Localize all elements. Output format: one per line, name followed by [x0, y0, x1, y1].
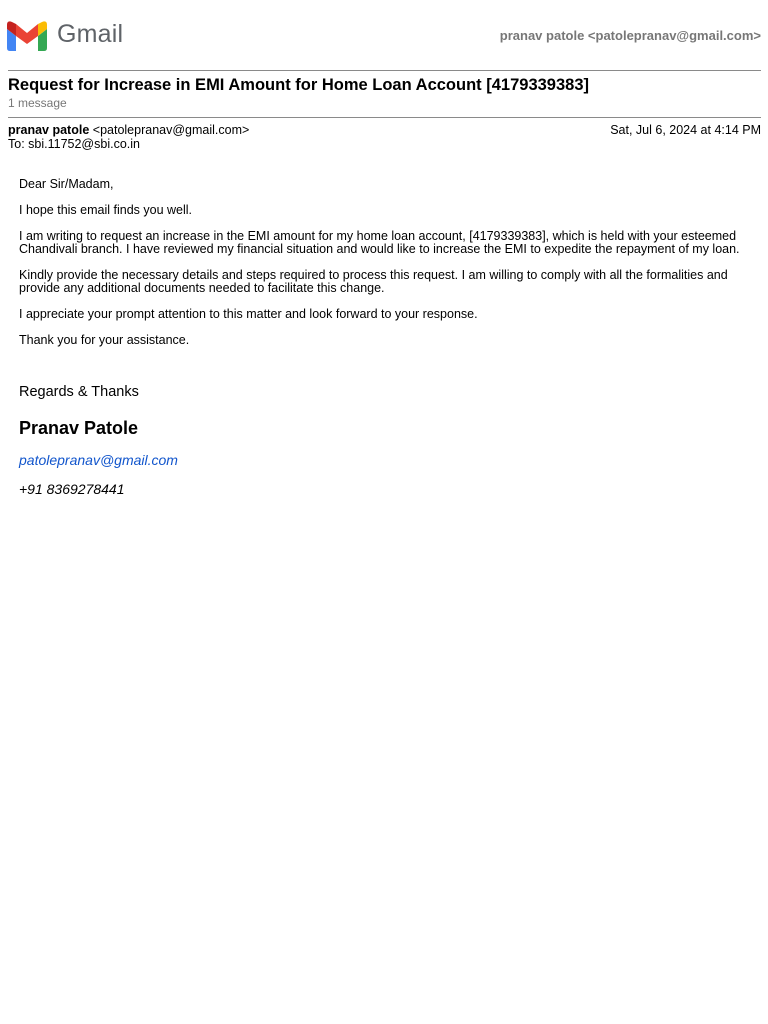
- gmail-logo[interactable]: [7, 19, 127, 51]
- message-date: Sat, Jul 6, 2024 at 4:14 PM: [610, 123, 761, 137]
- body-paragraph: I am writing to request an increase in the EMI amount for my home loan account, [4179339383], which is held with your esteemed Chandivali branch. I have reviewed my financial situation and would like to increase the EMI to expedite the repayment of my loan.: [19, 229, 740, 256]
- sender-name: pranav patole: [8, 123, 90, 137]
- body-paragraph: Thank you for your assistance.: [19, 333, 190, 347]
- gmail-wordmark: Gmail: [57, 20, 124, 48]
- body-paragraph: I appreciate your prompt attention to this matter and look forward to your response.: [19, 307, 478, 321]
- body-greeting: Dear Sir/Madam,: [19, 177, 114, 191]
- header: [0, 0, 768, 70]
- sender-email: <patolepranav@gmail.com>: [92, 123, 250, 137]
- message-count: 1 message: [8, 96, 67, 110]
- signature-email-link[interactable]: patolepranav@gmail.com: [19, 452, 178, 468]
- signature-name: Pranav Patole: [19, 418, 139, 438]
- gmail-m-icon: [7, 21, 47, 51]
- signature-closing: Regards & Thanks: [19, 384, 139, 400]
- email-body: [19, 178, 754, 360]
- email-subject: Request for Increase in EMI Amount for Home Loan Account [4179339383]: [8, 76, 589, 94]
- account-identity: pranav patole <patolepranav@gmail.com>: [499, 28, 761, 43]
- signature-phone: +91 8369278441: [19, 481, 125, 497]
- sender-line: [8, 123, 249, 137]
- body-paragraph: Kindly provide the necessary details and steps required to process this request. I am willing to comply with all the formalities and provide any additional documents needed to facilitate this change.: [19, 268, 728, 295]
- subject-divider: [8, 117, 761, 118]
- body-paragraph: I hope this email finds you well.: [19, 203, 193, 217]
- recipient-line: To: sbi.11752@sbi.co.in: [8, 137, 140, 151]
- header-divider: [8, 70, 761, 71]
